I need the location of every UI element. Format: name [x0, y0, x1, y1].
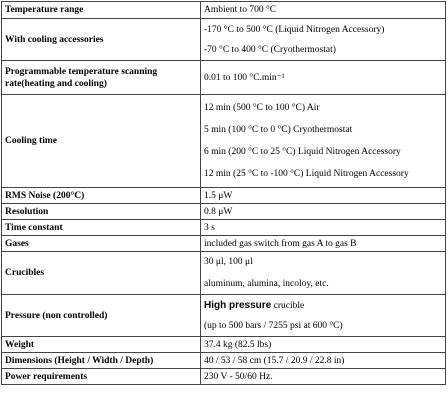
- row-label: Gases: [2, 236, 201, 252]
- high-pressure-label: High pressure: [204, 299, 272, 311]
- row-value: [201, 61, 446, 95]
- value-line: [204, 300, 443, 312]
- row-value: [201, 353, 446, 369]
- value-line: 0.8 μW: [204, 206, 233, 217]
- value-line: 6 min (200 °C to 25 °C) Liquid Nitrogen Accessory: [204, 147, 401, 157]
- row-value: [201, 204, 446, 220]
- value-line: Ambient to 700 °C: [204, 5, 277, 15]
- row-value: [201, 252, 446, 295]
- table-row: [2, 204, 446, 220]
- table-row: [2, 220, 446, 236]
- row-label: Crucibles: [2, 252, 201, 295]
- table-row: [2, 2, 446, 19]
- row-label: Cooling time: [2, 95, 201, 188]
- row-label: With cooling accessories: [2, 19, 201, 61]
- crucible-label: crucible: [271, 300, 305, 311]
- value-line: included gas switch from gas A to gas B: [204, 238, 357, 249]
- table-row: [2, 337, 446, 353]
- table-row: [2, 252, 446, 295]
- table-row: [2, 353, 446, 369]
- row-label: Power requirements: [2, 369, 201, 385]
- value-line: 3 s: [204, 222, 215, 233]
- value-line: 37.4 kg (82.5 lbs): [204, 339, 272, 350]
- row-value: [201, 2, 446, 19]
- row-label: Resolution: [2, 204, 201, 220]
- table-row: [2, 236, 446, 252]
- value-line: -170 °C to 500 °C (Liquid Nitrogen Accessory): [204, 24, 385, 35]
- table-row: [2, 19, 446, 61]
- row-value: [201, 236, 446, 252]
- row-label: Dimensions (Height / Width / Depth): [2, 353, 201, 369]
- value-line: 230 V - 50/60 Hz.: [204, 371, 273, 382]
- row-value: [201, 220, 446, 236]
- value-line: aluminum, alumina, incoloy, etc.: [204, 279, 329, 289]
- row-value: [201, 369, 446, 385]
- row-value: [201, 337, 446, 353]
- value-line: 30 μl, 100 μl: [204, 257, 253, 267]
- table-row: [2, 295, 446, 337]
- row-label: Time constant: [2, 220, 201, 236]
- row-label: Programmable temperature scanning rate(heating and cooling): [2, 61, 201, 95]
- value-line: 0.01 to 100 °C.min⁻¹: [204, 72, 285, 83]
- table-row: [2, 61, 446, 95]
- value-line: 5 min (100 °C to 0 °C) Cryothermostat: [204, 125, 353, 135]
- value-line: (up to 500 bars / 7255 psi at 600 °C): [204, 320, 343, 331]
- table-row: [2, 95, 446, 188]
- row-value: [201, 295, 446, 337]
- table-row: [2, 369, 446, 385]
- value-line: 12 min (500 °C to 100 °C) Air: [204, 103, 320, 113]
- table-row: [2, 188, 446, 204]
- row-value: [201, 188, 446, 204]
- row-label: RMS Noise (200°C): [2, 188, 201, 204]
- value-line: 40 / 53 / 58 cm (15.7 / 20.9 / 22.8 in): [204, 355, 345, 366]
- value-line: 12 min (25 °C to -100 °C) Liquid Nitrogen Accessory: [204, 169, 409, 179]
- row-label: Pressure (non controlled): [2, 295, 201, 337]
- value-line: 1.5 μW: [204, 190, 233, 201]
- specification-table: [1, 1, 446, 385]
- value-line: -70 °C to 400 °C (Cryothermostat): [204, 44, 336, 55]
- row-value: [201, 19, 446, 61]
- row-value: [201, 95, 446, 188]
- row-label: Temperature range: [2, 2, 201, 19]
- row-label: Weight: [2, 337, 201, 353]
